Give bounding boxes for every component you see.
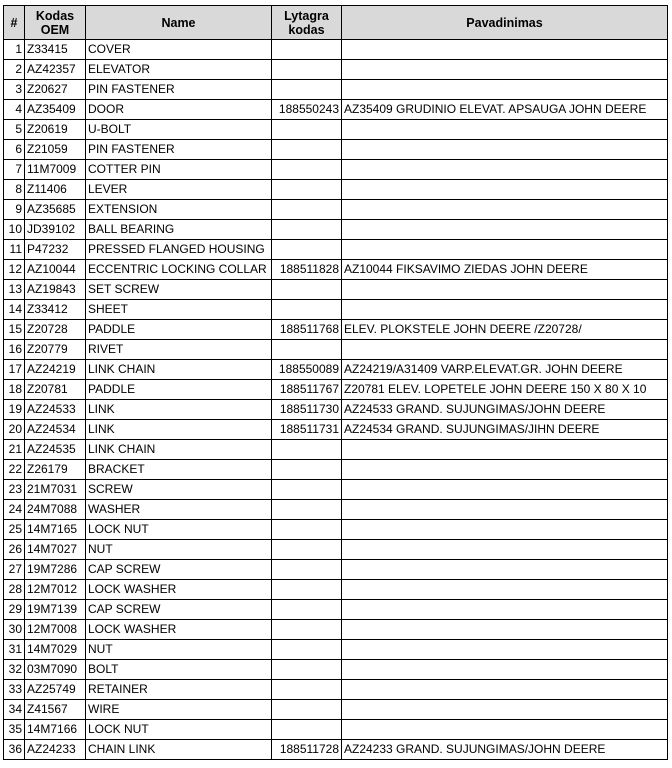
lt-name-cell bbox=[342, 700, 668, 720]
lytagra-code-cell bbox=[272, 720, 342, 740]
table-row bbox=[4, 40, 668, 60]
row-number-cell: 35 bbox=[4, 720, 25, 740]
oem-code-cell: 14M7166 bbox=[25, 720, 86, 740]
table-row bbox=[4, 620, 668, 640]
lytagra-code-cell bbox=[272, 300, 342, 320]
lt-name-cell: AZ24534 GRAND. SUJUNGIMAS/JIHN DEERE bbox=[342, 420, 668, 440]
table-row bbox=[4, 380, 668, 400]
table-row bbox=[4, 240, 668, 260]
part-name-cell: CAP SCREW bbox=[86, 560, 272, 580]
part-name-cell: LOCK NUT bbox=[86, 520, 272, 540]
lt-name-cell bbox=[342, 440, 668, 460]
table-row bbox=[4, 160, 668, 180]
table-row bbox=[4, 740, 668, 760]
oem-code-cell: Z41567 bbox=[25, 700, 86, 720]
lytagra-code-cell bbox=[272, 620, 342, 640]
oem-code-cell: 19M7139 bbox=[25, 600, 86, 620]
lt-name-cell bbox=[342, 620, 668, 640]
oem-code-cell: AZ35409 bbox=[25, 100, 86, 120]
lt-name-cell bbox=[342, 140, 668, 160]
oem-code-cell: 11M7009 bbox=[25, 160, 86, 180]
row-number-cell: 32 bbox=[4, 660, 25, 680]
lytagra-code-cell: 188511767 bbox=[272, 380, 342, 400]
table-row bbox=[4, 400, 668, 420]
row-number-cell: 6 bbox=[4, 140, 25, 160]
oem-code-cell: AZ24534 bbox=[25, 420, 86, 440]
lytagra-code-cell bbox=[272, 280, 342, 300]
row-number-cell: 26 bbox=[4, 540, 25, 560]
row-number-cell: 5 bbox=[4, 120, 25, 140]
part-name-cell: LINK CHAIN bbox=[86, 440, 272, 460]
table-row bbox=[4, 180, 668, 200]
part-name-cell: ECCENTRIC LOCKING COLLAR bbox=[86, 260, 272, 280]
row-number-cell: 12 bbox=[4, 260, 25, 280]
oem-code-cell: AZ10044 bbox=[25, 260, 86, 280]
part-name-cell: COVER bbox=[86, 40, 272, 60]
lt-name-cell: AZ24233 GRAND. SUJUNGIMAS/JOHN DEERE bbox=[342, 740, 668, 760]
part-name-cell: LINK CHAIN bbox=[86, 360, 272, 380]
part-name-cell: LOCK NUT bbox=[86, 720, 272, 740]
lt-name-cell bbox=[342, 660, 668, 680]
part-name-cell: PIN FASTENER bbox=[86, 140, 272, 160]
lt-name-cell bbox=[342, 40, 668, 60]
oem-code-cell: Z20781 bbox=[25, 380, 86, 400]
lytagra-code-cell bbox=[272, 660, 342, 680]
table-row bbox=[4, 140, 668, 160]
lytagra-code-cell bbox=[272, 500, 342, 520]
lytagra-code-cell bbox=[272, 60, 342, 80]
oem-code-cell: AZ35685 bbox=[25, 200, 86, 220]
lt-name-cell bbox=[342, 720, 668, 740]
oem-code-cell: 24M7088 bbox=[25, 500, 86, 520]
row-number-cell: 7 bbox=[4, 160, 25, 180]
oem-code-cell: AZ19843 bbox=[25, 280, 86, 300]
oem-code-cell: 19M7286 bbox=[25, 560, 86, 580]
lytagra-code-cell: 188511731 bbox=[272, 420, 342, 440]
part-name-cell: LEVER bbox=[86, 180, 272, 200]
oem-code-cell: Z11406 bbox=[25, 180, 86, 200]
table-row bbox=[4, 360, 668, 380]
lytagra-code-cell bbox=[272, 560, 342, 580]
part-name-cell: WASHER bbox=[86, 500, 272, 520]
table-row bbox=[4, 460, 668, 480]
lt-name-cell bbox=[342, 640, 668, 660]
lytagra-code-cell bbox=[272, 140, 342, 160]
oem-code-cell: 14M7027 bbox=[25, 540, 86, 560]
row-number-cell: 23 bbox=[4, 480, 25, 500]
table-row bbox=[4, 300, 668, 320]
table-row bbox=[4, 520, 668, 540]
part-name-cell: BALL BEARING bbox=[86, 220, 272, 240]
lt-name-cell bbox=[342, 120, 668, 140]
row-number-cell: 25 bbox=[4, 520, 25, 540]
oem-code-cell: Z20779 bbox=[25, 340, 86, 360]
part-name-cell: BOLT bbox=[86, 660, 272, 680]
oem-code-cell: P47232 bbox=[25, 240, 86, 260]
part-name-cell: CHAIN LINK bbox=[86, 740, 272, 760]
table-row bbox=[4, 580, 668, 600]
part-name-cell: ELEVATOR bbox=[86, 60, 272, 80]
lytagra-code-cell bbox=[272, 440, 342, 460]
lt-name-cell: AZ24533 GRAND. SUJUNGIMAS/JOHN DEERE bbox=[342, 400, 668, 420]
row-number-cell: 17 bbox=[4, 360, 25, 380]
row-number-cell: 13 bbox=[4, 280, 25, 300]
row-number-cell: 15 bbox=[4, 320, 25, 340]
row-number-cell: 10 bbox=[4, 220, 25, 240]
oem-code-cell: Z20619 bbox=[25, 120, 86, 140]
lytagra-code-cell: 188550243 bbox=[272, 100, 342, 120]
oem-code-cell: AZ24219 bbox=[25, 360, 86, 380]
row-number-cell: 29 bbox=[4, 600, 25, 620]
oem-code-cell: 21M7031 bbox=[25, 480, 86, 500]
lytagra-code-cell bbox=[272, 200, 342, 220]
lytagra-code-cell bbox=[272, 80, 342, 100]
row-number-cell: 31 bbox=[4, 640, 25, 660]
row-number-cell: 33 bbox=[4, 680, 25, 700]
lt-name-cell bbox=[342, 240, 668, 260]
row-number-cell: 36 bbox=[4, 740, 25, 760]
row-number-cell: 28 bbox=[4, 580, 25, 600]
row-number-cell: 2 bbox=[4, 60, 25, 80]
lt-name-cell bbox=[342, 480, 668, 500]
oem-code-cell: JD39102 bbox=[25, 220, 86, 240]
table-row bbox=[4, 560, 668, 580]
lytagra-code-cell bbox=[272, 480, 342, 500]
table-row bbox=[4, 720, 668, 740]
row-number-cell: 1 bbox=[4, 40, 25, 60]
header-name: Name bbox=[86, 6, 272, 40]
oem-code-cell: AZ24533 bbox=[25, 400, 86, 420]
part-name-cell: WIRE bbox=[86, 700, 272, 720]
part-name-cell: LINK bbox=[86, 400, 272, 420]
row-number-cell: 4 bbox=[4, 100, 25, 120]
header-lytagra-label: Lytagra kodas bbox=[284, 8, 329, 37]
table-row bbox=[4, 100, 668, 120]
oem-code-cell: Z26179 bbox=[25, 460, 86, 480]
part-name-cell: SHEET bbox=[86, 300, 272, 320]
lt-name-cell bbox=[342, 580, 668, 600]
header-row bbox=[4, 6, 668, 40]
lytagra-code-cell: 188511768 bbox=[272, 320, 342, 340]
lytagra-code-cell bbox=[272, 540, 342, 560]
row-number-cell: 19 bbox=[4, 400, 25, 420]
table-row bbox=[4, 320, 668, 340]
oem-code-cell: 12M7012 bbox=[25, 580, 86, 600]
lytagra-code-cell bbox=[272, 220, 342, 240]
table-row bbox=[4, 640, 668, 660]
table-row bbox=[4, 440, 668, 460]
lt-name-cell bbox=[342, 540, 668, 560]
oem-code-cell: Z33415 bbox=[25, 40, 86, 60]
oem-code-cell: Z20627 bbox=[25, 80, 86, 100]
part-name-cell: RETAINER bbox=[86, 680, 272, 700]
part-name-cell: PRESSED FLANGED HOUSING bbox=[86, 240, 272, 260]
table-row bbox=[4, 120, 668, 140]
oem-code-cell: 12M7008 bbox=[25, 620, 86, 640]
part-name-cell: BRACKET bbox=[86, 460, 272, 480]
lt-name-cell: AZ10044 FIKSAVIMO ZIEDAS JOHN DEERE bbox=[342, 260, 668, 280]
table-row bbox=[4, 540, 668, 560]
row-number-cell: 27 bbox=[4, 560, 25, 580]
header-pavadinimas: Pavadinimas bbox=[342, 6, 668, 40]
lytagra-code-cell bbox=[272, 160, 342, 180]
table-row bbox=[4, 500, 668, 520]
lytagra-code-cell bbox=[272, 640, 342, 660]
lt-name-cell bbox=[342, 300, 668, 320]
part-name-cell: SET SCREW bbox=[86, 280, 272, 300]
lt-name-cell: AZ35409 GRUDINIO ELEVAT. APSAUGA JOHN DEERE bbox=[342, 100, 668, 120]
lt-name-cell bbox=[342, 460, 668, 480]
table-row bbox=[4, 280, 668, 300]
lytagra-code-cell: 188511730 bbox=[272, 400, 342, 420]
oem-code-cell: AZ24535 bbox=[25, 440, 86, 460]
oem-code-cell: Z33412 bbox=[25, 300, 86, 320]
table-row bbox=[4, 60, 668, 80]
row-number-cell: 21 bbox=[4, 440, 25, 460]
row-number-cell: 18 bbox=[4, 380, 25, 400]
header-oem-label: Kodas OEM bbox=[35, 8, 75, 37]
table-row bbox=[4, 480, 668, 500]
lytagra-code-cell bbox=[272, 520, 342, 540]
oem-code-cell: AZ24233 bbox=[25, 740, 86, 760]
part-name-cell: PIN FASTENER bbox=[86, 80, 272, 100]
lytagra-code-cell bbox=[272, 700, 342, 720]
row-number-cell: 34 bbox=[4, 700, 25, 720]
row-number-cell: 3 bbox=[4, 80, 25, 100]
header-oem bbox=[25, 6, 86, 40]
part-name-cell: LINK bbox=[86, 420, 272, 440]
table-row bbox=[4, 420, 668, 440]
lt-name-cell bbox=[342, 340, 668, 360]
lytagra-code-cell bbox=[272, 680, 342, 700]
oem-code-cell: AZ42357 bbox=[25, 60, 86, 80]
oem-code-cell: Z20728 bbox=[25, 320, 86, 340]
row-number-cell: 14 bbox=[4, 300, 25, 320]
table-row bbox=[4, 340, 668, 360]
lytagra-code-cell bbox=[272, 120, 342, 140]
part-name-cell: PADDLE bbox=[86, 320, 272, 340]
lt-name-cell bbox=[342, 280, 668, 300]
lytagra-code-cell bbox=[272, 580, 342, 600]
part-name-cell: SCREW bbox=[86, 480, 272, 500]
row-number-cell: 30 bbox=[4, 620, 25, 640]
oem-code-cell: AZ25749 bbox=[25, 680, 86, 700]
lytagra-code-cell bbox=[272, 40, 342, 60]
part-name-cell: PADDLE bbox=[86, 380, 272, 400]
lt-name-cell bbox=[342, 160, 668, 180]
row-number-cell: 11 bbox=[4, 240, 25, 260]
table-row bbox=[4, 660, 668, 680]
table-row bbox=[4, 260, 668, 280]
row-number-cell: 9 bbox=[4, 200, 25, 220]
lytagra-code-cell bbox=[272, 180, 342, 200]
lytagra-code-cell bbox=[272, 600, 342, 620]
lt-name-cell: Z20781 ELEV. LOPETELE JOHN DEERE 150 X 80 X 10 bbox=[342, 380, 668, 400]
lt-name-cell bbox=[342, 200, 668, 220]
lt-name-cell bbox=[342, 60, 668, 80]
lytagra-code-cell bbox=[272, 340, 342, 360]
row-number-cell: 8 bbox=[4, 180, 25, 200]
oem-code-cell: 03M7090 bbox=[25, 660, 86, 680]
lt-name-cell bbox=[342, 80, 668, 100]
table-row bbox=[4, 600, 668, 620]
part-name-cell: LOCK WASHER bbox=[86, 620, 272, 640]
part-name-cell: EXTENSION bbox=[86, 200, 272, 220]
lt-name-cell bbox=[342, 180, 668, 200]
header-lytagra bbox=[272, 6, 342, 40]
lytagra-code-cell bbox=[272, 460, 342, 480]
row-number-cell: 16 bbox=[4, 340, 25, 360]
part-name-cell: CAP SCREW bbox=[86, 600, 272, 620]
oem-code-cell: Z21059 bbox=[25, 140, 86, 160]
table-row bbox=[4, 200, 668, 220]
oem-code-cell: 14M7165 bbox=[25, 520, 86, 540]
lytagra-code-cell: 188511728 bbox=[272, 740, 342, 760]
part-name-cell: NUT bbox=[86, 640, 272, 660]
table-row bbox=[4, 680, 668, 700]
lt-name-cell bbox=[342, 560, 668, 580]
lt-name-cell bbox=[342, 220, 668, 240]
oem-code-cell: 14M7029 bbox=[25, 640, 86, 660]
part-name-cell: COTTER PIN bbox=[86, 160, 272, 180]
lt-name-cell: ELEV. PLOKSTELE JOHN DEERE /Z20728/ bbox=[342, 320, 668, 340]
table-row bbox=[4, 220, 668, 240]
lytagra-code-cell bbox=[272, 240, 342, 260]
table-row bbox=[4, 700, 668, 720]
lt-name-cell bbox=[342, 600, 668, 620]
row-number-cell: 20 bbox=[4, 420, 25, 440]
row-number-cell: 24 bbox=[4, 500, 25, 520]
part-name-cell: NUT bbox=[86, 540, 272, 560]
parts-table bbox=[3, 5, 668, 760]
lt-name-cell bbox=[342, 520, 668, 540]
lt-name-cell: AZ24219/A31409 VARP.ELEVAT.GR. JOHN DEERE bbox=[342, 360, 668, 380]
lytagra-code-cell: 188511828 bbox=[272, 260, 342, 280]
part-name-cell: RIVET bbox=[86, 340, 272, 360]
row-number-cell: 22 bbox=[4, 460, 25, 480]
part-name-cell: DOOR bbox=[86, 100, 272, 120]
part-name-cell: U-BOLT bbox=[86, 120, 272, 140]
table-row bbox=[4, 80, 668, 100]
header-num: # bbox=[4, 6, 25, 40]
lt-name-cell bbox=[342, 680, 668, 700]
part-name-cell: LOCK WASHER bbox=[86, 580, 272, 600]
lt-name-cell bbox=[342, 500, 668, 520]
lytagra-code-cell: 188550089 bbox=[272, 360, 342, 380]
